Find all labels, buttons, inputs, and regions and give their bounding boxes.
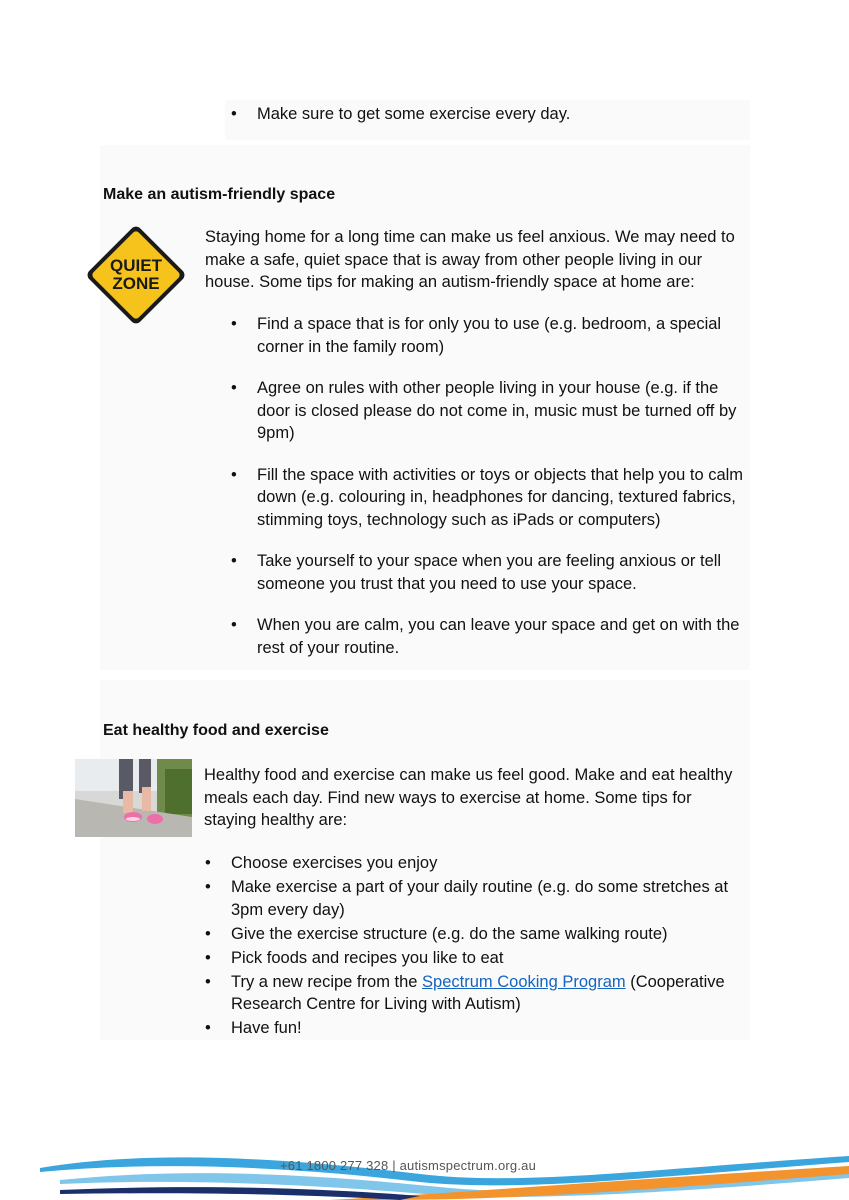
food-tips-list [205,852,750,1041]
footer-contact: +61 1800 277 328 | autismspectrum.org.au [280,1158,537,1173]
recipe-prefix: Try a new recipe from the [231,972,423,991]
list-item: • When you are calm, you can leave your space and get on with the rest of your routine. [231,614,746,659]
recipe-suffix: (Cooperative Research Centre for Living with Autism) [231,972,725,1013]
list-item: • Fill the space with activities or toys or objects that help you to calm down (e.g. colouring in, headphones for dancing, textured fabrics, stimming toys, technology such as iPads or computers) [231,464,746,532]
quiet-zone-sign-image [80,219,192,331]
section-heading-space: Make an autism-friendly space [103,186,336,203]
list-item: • Take yourself to your space when you are feeling anxious or tell someone you trust that you need to use your space. [231,550,746,595]
list-item: • Find a space that is for only you to use (e.g. bedroom, a special corner in the family room) [231,313,746,358]
space-intro: Staying home for a long time can make us feel anxious. We may need to make a safe, quiet space that is away from other people living in our house. Some tips for making an autism-friendly space at home are: [205,228,735,291]
section-heading-food: Eat healthy food and exercise [103,722,329,739]
top-bullet-list [231,103,731,126]
list-item: • Make sure to get some exercise every day. [231,103,731,126]
running-shoes-photo [75,759,192,837]
list-item: • Choose exercises you enjoy [205,852,750,875]
food-intro: Healthy food and exercise can make us feel good. Make and eat healthy meals each day. Find new ways to exercise at home. Some tips for staying healthy are: [204,766,733,829]
list-item-recipe [205,971,750,1016]
list-item: • Give the exercise structure (e.g. do the same walking route) [205,923,750,946]
space-tips-list [231,313,746,678]
sign-text-line-2: ZONE [112,274,160,293]
spectrum-cooking-program-link[interactable]: Spectrum Cooking Program [422,972,626,991]
list-item: • Agree on rules with other people living in your house (e.g. if the door is closed please do not come in, music must be turned off by 9pm) [231,377,746,445]
list-item: • Make exercise a part of your daily routine (e.g. do some stretches at 3pm every day) [205,876,750,921]
list-item: • Have fun! [205,1017,750,1040]
sign-text-line-1: QUIET [110,256,162,275]
list-item: • Pick foods and recipes you like to eat [205,947,750,970]
